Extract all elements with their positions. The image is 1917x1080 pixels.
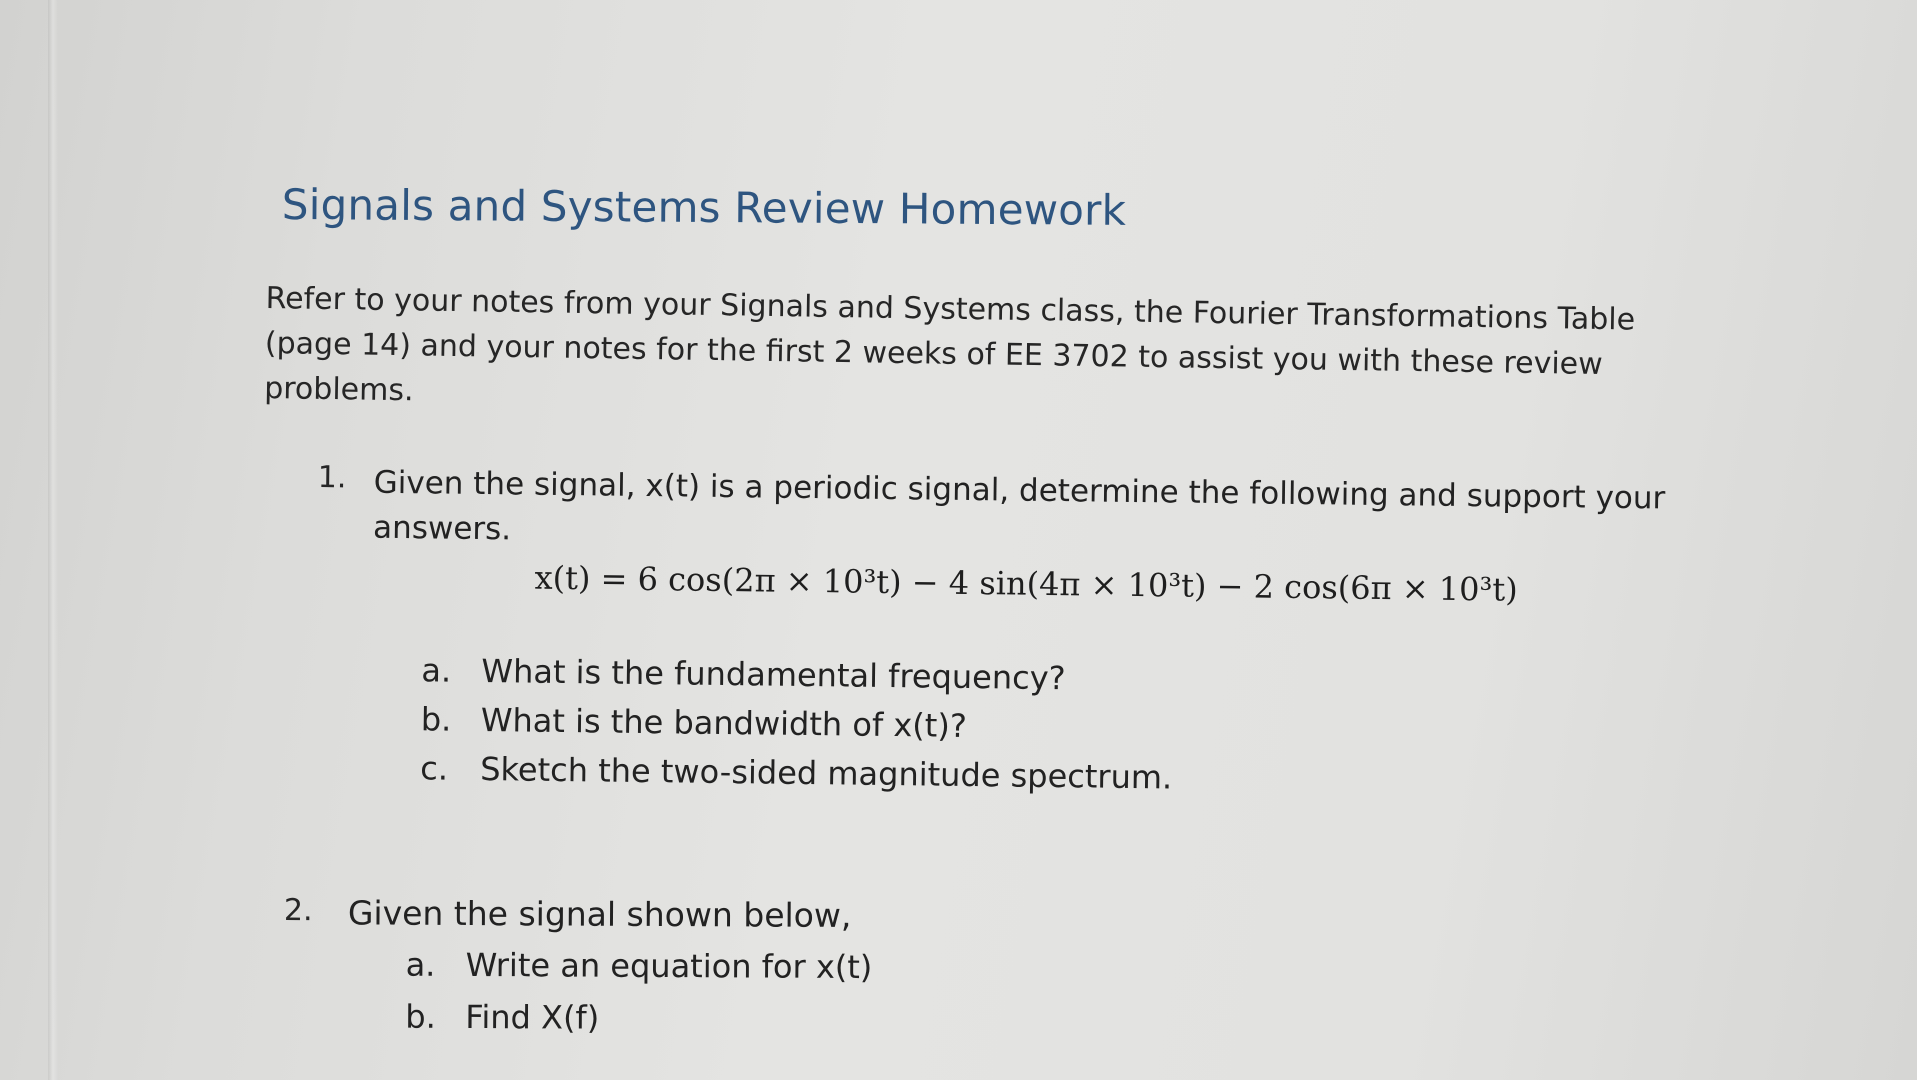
question-part: [420, 700, 968, 749]
part-text: What is the bandwidth of x(t)?: [480, 701, 968, 745]
question-part: [421, 651, 1066, 700]
page-edge: [48, 0, 58, 1080]
part-text: Sketch the two-sided magnitude spectrum.: [480, 750, 1173, 797]
question-number: 1.: [317, 460, 347, 496]
part-text: Find X(f): [465, 997, 600, 1037]
intro-paragraph: Refer to your notes from your Signals and Systems class, the Fourier Transformations Table (page 14) and your notes for the first 2 weeks of EE 3702 to assist you with these review problems.: [263, 280, 1636, 409]
document-title: Signals and Systems Review Homework: [281, 180, 1127, 235]
question-text: Given the signal shown below,: [347, 893, 852, 935]
part-letter: a.: [405, 945, 436, 984]
signal-equation: x(t) = 6 cos(2π × 10³t) − 4 sin(4π × 10³t) − 2 cos(6π × 10³t): [534, 558, 1518, 609]
question-2-parts: [405, 945, 873, 1050]
question-part: [420, 749, 1173, 798]
part-text: Write an equation for x(t): [465, 945, 873, 987]
part-letter: a.: [421, 651, 452, 690]
part-text: What is the fundamental frequency?: [481, 652, 1066, 698]
question-text: Given the signal, x(t) is a periodic signal, determine the following and support your answers.: [372, 464, 1666, 548]
question-number: 2.: [283, 893, 313, 929]
question-1-parts: [420, 651, 1173, 798]
part-letter: b.: [420, 700, 452, 739]
part-letter: c.: [420, 749, 449, 788]
part-letter: b.: [405, 997, 436, 1036]
